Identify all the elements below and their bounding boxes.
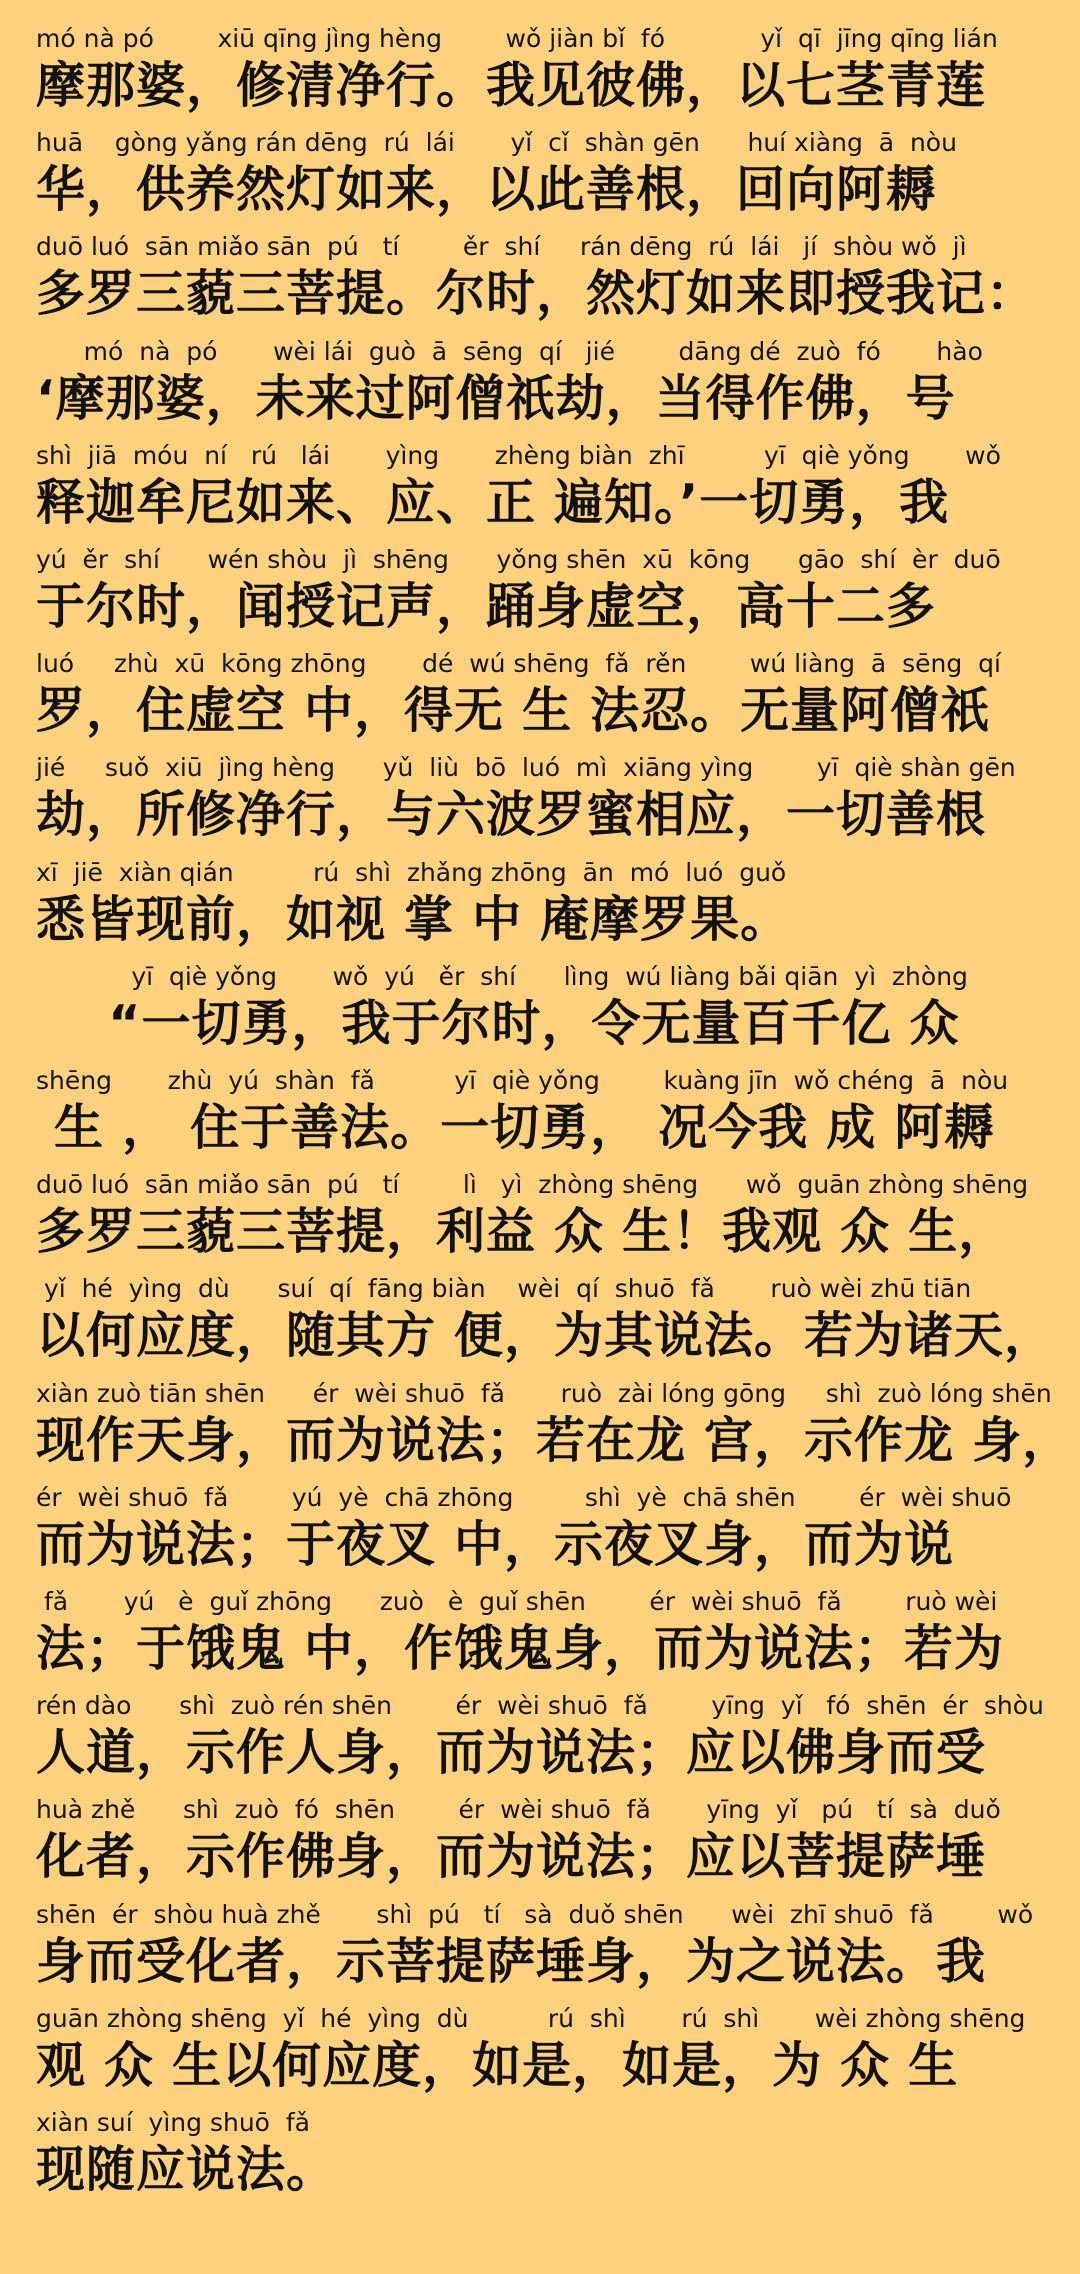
pinyin-line: xiàn zuò tiān shēn ér wèi shuō fǎ ruò zài lóng gōng shì zuò lóng shēn bbox=[36, 1378, 1052, 1408]
pinyin-line: shēn ér shòu huà zhě shì pú tí sà duǒ shēn wèi zhī shuō fǎ wǒ bbox=[36, 1899, 1034, 1929]
hanzi-line: “一切勇，我于尔时，令无量百千亿 众 bbox=[36, 994, 960, 1052]
hanzi-line: 而为说法；于夜叉 中，示夜叉身，而为说 bbox=[36, 1515, 955, 1573]
text-line bbox=[36, 751, 1046, 845]
pinyin-line: duō luó sān miǎo sān pú tí lì yì zhòng shēng wǒ guān zhòng shēng bbox=[36, 1170, 1029, 1200]
pinyin-line: xī jiē xiàn qián rú shì zhǎng zhōng ān mó luó guǒ bbox=[36, 857, 787, 887]
hanzi-line: 释迦牟尼如来、应、正 遍知。’一切勇，我 bbox=[36, 473, 950, 531]
pinyin-line: fǎ yú è guǐ zhōng zuò è guǐ shēn ér wèi shuō fǎ ruò wèi bbox=[36, 1587, 998, 1616]
text-line bbox=[36, 2106, 1046, 2200]
hanzi-line: 悉皆现前，如视 掌 中 庵摩罗果。 bbox=[36, 890, 791, 948]
text-line bbox=[36, 1377, 1073, 1471]
hanzi-line: 身而受化者，示菩提萨埵身，为之说法。我 bbox=[36, 1932, 987, 1990]
text-line bbox=[36, 2002, 1046, 2096]
text-line bbox=[36, 335, 1046, 429]
hanzi-line: 罗，住虚空 中，得无 生 法忍。无量阿僧祇 bbox=[36, 682, 991, 740]
hanzi-line: 现作天身，而为说法；若在龙 宫，示作龙 身， bbox=[36, 1411, 1073, 1469]
text-line bbox=[36, 230, 1046, 324]
pinyin-line: xiàn suí yìng shuō fǎ bbox=[36, 2108, 310, 2137]
text-line bbox=[36, 126, 1046, 220]
text-line bbox=[36, 1064, 1046, 1158]
pinyin-line: yú ěr shí wén shòu jì shēng yǒng shēn xū kōng gāo shí èr duō bbox=[36, 545, 1001, 574]
pinyin-line: mó nà pó wèi lái guò ā sēng qí jié dāng dé zuò fó hào bbox=[36, 336, 983, 366]
hanzi-line: ‘摩那婆，未来过阿僧祇劫，当得作佛，号 bbox=[36, 369, 956, 427]
text-line bbox=[36, 543, 1046, 637]
hanzi-line: 于尔时，闻授记声，踊身虚空，高十二多 bbox=[36, 578, 937, 635]
hanzi-line: 现随应说法。 bbox=[36, 2141, 337, 2198]
hanzi-line: 华，供养然灯如来，以此善根，回向阿耨 bbox=[36, 161, 937, 219]
pinyin-line: shì jiā móu ní rú lái yìng zhèng biàn zhī yī qiè yǒng wǒ bbox=[36, 440, 1001, 470]
hanzi-line: 法；于饿鬼 中，作饿鬼身，而为说法；若为 bbox=[36, 1620, 1005, 1677]
text-line bbox=[36, 439, 1046, 533]
text-line bbox=[36, 1793, 1046, 1887]
hanzi-line: 摩那婆，修清净行。我见彼佛，以七茎青莲 bbox=[36, 57, 987, 114]
pinyin-line: rén dào shì zuò rén shēn ér wèi shuō fǎ yīng yǐ fó shēn ér shòu bbox=[36, 1691, 1044, 1721]
hanzi-line: 多罗三藐三菩提，利益 众 生！我观 众 生， bbox=[36, 1203, 1009, 1261]
pinyin-line: huā gòng yǎng rán dēng rú lái yǐ cǐ shàn gēn huí xiàng ā nòu bbox=[36, 128, 957, 158]
text-line bbox=[36, 1898, 1046, 1992]
hanzi-line: 劫，所修净行，与六波罗蜜相应，一切善根 bbox=[36, 786, 987, 844]
pinyin-line: mó nà pó xiū qīng jìng hèng wǒ jiàn bǐ fó yǐ qī jīng qīng lián bbox=[36, 24, 998, 53]
text-line bbox=[36, 1272, 1055, 1366]
text-line bbox=[36, 647, 1046, 741]
pinyin-line: shēng zhù yú shàn fǎ yī qiè yǒng kuàng jīn wǒ chéng ā nòu bbox=[36, 1066, 1009, 1095]
text-line bbox=[36, 856, 1046, 950]
text-line bbox=[36, 22, 1046, 116]
pinyin-line: huà zhě shì zuò fó shēn ér wèi shuō fǎ yīng yǐ pú tí sà duǒ bbox=[36, 1795, 1001, 1825]
hanzi-line: 人道，示作人身，而为说法；应以佛身而受 bbox=[36, 1724, 987, 1782]
text-line bbox=[36, 960, 1046, 1054]
pinyin-line: ér wèi shuō fǎ yú yè chā zhōng shì yè chā shēn ér wèi shuō bbox=[36, 1482, 1012, 1512]
pinyin-line: jié suǒ xiū jìng hèng yǔ liù bō luó mì xiāng yìng yī qiè shàn gēn bbox=[36, 753, 1016, 783]
pinyin-line: luó zhù xū kōng zhōng dé wú shēng fǎ rěn wú liàng ā sēng qí bbox=[36, 649, 1001, 679]
pinyin-line: guān zhòng shēng yǐ hé yìng dù rú shì rú shì wèi zhòng shēng bbox=[36, 2003, 1026, 2033]
pinyin-line: yǐ hé yìng dù suí qí fāng biàn wèi qí shuō fǎ ruò wèi zhū tiān bbox=[36, 1274, 972, 1304]
hanzi-line: 生 ， 住于善法。一切勇， 况今我 成 阿耨 bbox=[36, 1099, 995, 1156]
hanzi-line: 以何应度，随其方 便，为其说法。若为诸天， bbox=[36, 1307, 1055, 1365]
pinyin-line: duō luó sān miǎo sān pú tí ěr shí rán dēng rú lái jí shòu wǒ jì bbox=[36, 232, 967, 262]
hanzi-line: 化者，示作佛身，而为说法；应以菩提萨埵 bbox=[36, 1828, 987, 1886]
hanzi-line: 观 众 生以何应度，如是，如是，为 众 生 bbox=[36, 2036, 959, 2094]
pinyin-line: yī qiè yǒng wǒ yú ěr shí lìng wú liàng bǎi qiān yì zhòng bbox=[36, 961, 968, 991]
hanzi-line: 多罗三藐三菩提。尔时，然灯如来即授我记： bbox=[36, 265, 1037, 323]
text-line bbox=[36, 1168, 1046, 1262]
text-line bbox=[36, 1689, 1046, 1783]
text-line bbox=[36, 1585, 1046, 1679]
text-line bbox=[36, 1481, 1046, 1575]
